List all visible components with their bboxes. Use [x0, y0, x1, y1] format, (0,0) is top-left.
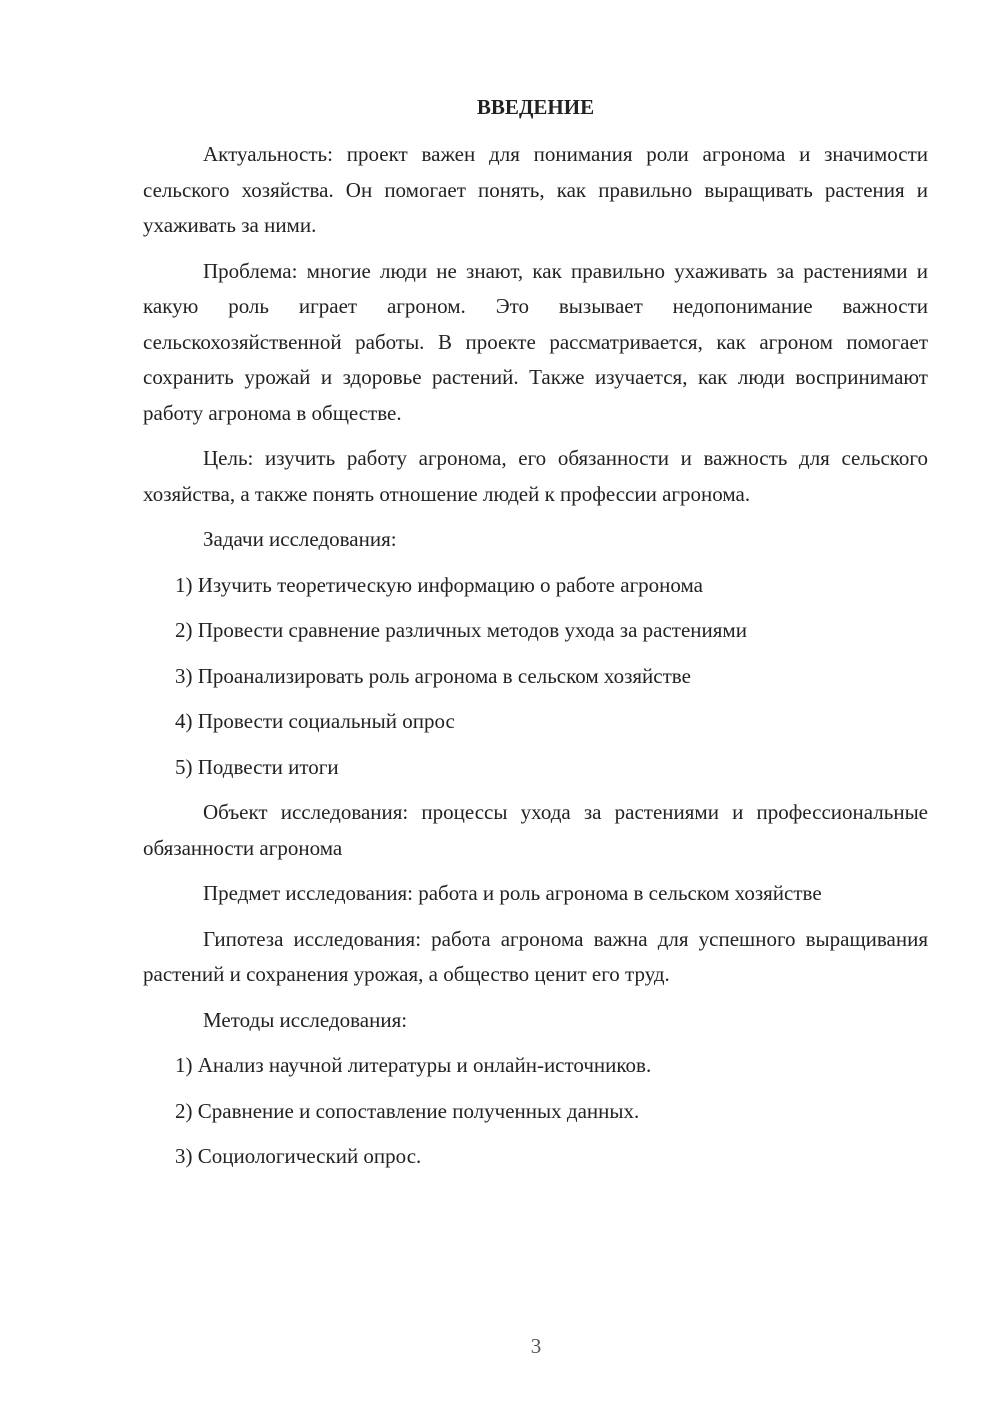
tasks-heading: Задачи исследования:	[203, 527, 397, 551]
methods-list	[143, 1048, 928, 1175]
goal-paragraph: Цель: изучить работу агронома, его обязанности и важность для сельского хозяйства, а также понять отношение людей к профессии агронома.	[143, 446, 928, 506]
list-item: 1) Анализ научной литературы и онлайн-источников.	[175, 1053, 652, 1077]
problem-paragraph: Проблема: многие люди не знают, как правильно ухаживать за растениями и какую роль играет агроном. Это вызывает недопонимание важности сельскохозяйственной работы. В проекте рассматривается, как агроном помогает сохранить урожай и здоровье растений. Также изучается, как люди воспринимают работу агронома в обществе.	[143, 258, 928, 425]
subject-paragraph: Предмет исследования: работа и роль агронома в сельском хозяйстве	[203, 881, 822, 905]
section-title: ВВЕДЕНИЕ	[476, 95, 595, 119]
list-item: 3) Проанализировать роль агронома в сельском хозяйстве	[175, 663, 691, 688]
list-item: 4) Провести социальный опрос	[175, 709, 455, 733]
object-paragraph: Объект исследования: процессы ухода за растениями и профессиональные обязанности агронома	[143, 800, 928, 860]
list-item: 3) Социологический опрос.	[175, 1144, 422, 1168]
methods-heading: Методы исследования:	[203, 1007, 408, 1032]
hypothesis-paragraph: Гипотеза исследования: работа агронома важна для успешного выращивания растений и сохранения урожая, а общество ценит его труд.	[143, 926, 928, 986]
relevance-paragraph: Актуальность: проект важен для понимания роли агронома и значимости сельского хозяйства. Он помогает понять, как правильно выращивать растения и ухаживать за ними.	[143, 142, 928, 237]
tasks-list	[143, 568, 928, 786]
page-number: 3	[530, 1334, 542, 1358]
list-item: 2) Сравнение и сопоставление полученных данных.	[175, 1098, 640, 1123]
document-page	[143, 92, 928, 1185]
list-item: 1) Изучить теоретическую информацию о работе агронома	[175, 572, 703, 597]
list-item: 5) Подвести итоги	[175, 754, 339, 779]
list-item: 2) Провести сравнение различных методов ухода за растениями	[175, 618, 747, 642]
